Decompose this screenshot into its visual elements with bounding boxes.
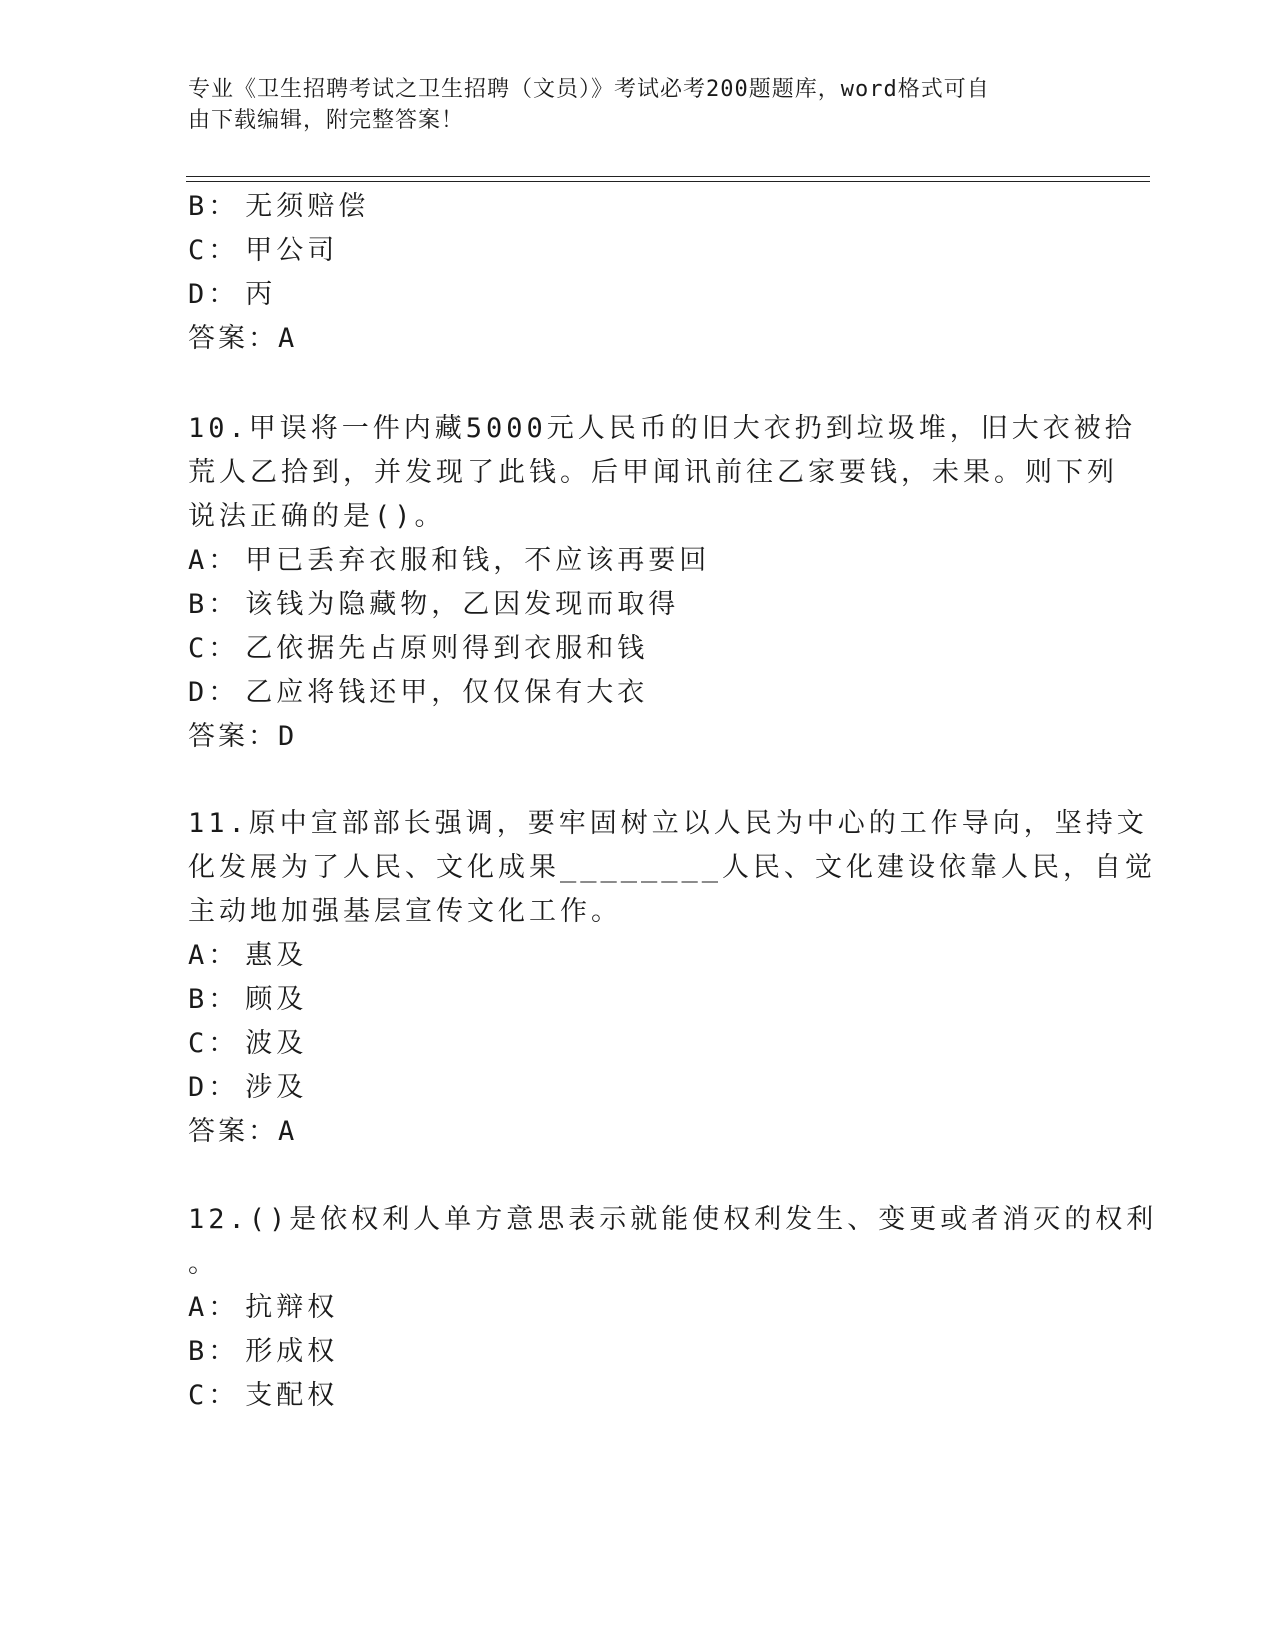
option-letter: A： — [188, 545, 240, 576]
option-text: 丙 — [245, 279, 277, 310]
question-12-stem-line-2: 。 — [188, 1248, 219, 1279]
option-letter: B： — [188, 589, 240, 620]
header-line-2: 由下载编辑，附完整答案！ — [188, 108, 465, 133]
option-c — [188, 633, 648, 665]
option-b — [188, 984, 307, 1016]
option-text: 乙应将钱还甲，仅仅保有大衣 — [245, 677, 649, 708]
option-letter: C： — [188, 1380, 240, 1411]
option-text: 甲已丢弃衣服和钱，不应该再要回 — [245, 545, 711, 576]
option-letter: A： — [188, 1292, 240, 1323]
option-letter: B： — [188, 984, 240, 1015]
option-text: 波及 — [245, 1028, 308, 1059]
option-c — [188, 1380, 338, 1412]
question-11-stem-line-3: 主动地加强基层宣传文化工作。 — [188, 896, 622, 927]
option-text: 甲公司 — [245, 235, 339, 266]
header-divider-top — [186, 176, 1150, 177]
header-divider-bottom — [186, 181, 1150, 182]
option-d — [188, 279, 276, 311]
option-letter: B： — [188, 191, 240, 222]
document-header — [188, 74, 1088, 136]
option-a — [188, 545, 710, 577]
option-c — [188, 1028, 307, 1060]
question-10-stem-line-3: 说法正确的是()。 — [188, 501, 446, 532]
option-b — [188, 191, 369, 223]
question-10-stem-line-1: 10.甲误将一件内藏5000元人民币的旧大衣扔到垃圾堆，旧大衣被拾 — [188, 413, 1136, 444]
option-letter: D： — [188, 677, 240, 708]
option-text: 乙依据先占原则得到衣服和钱 — [245, 633, 649, 664]
option-text: 该钱为隐藏物，乙因发现而取得 — [245, 589, 680, 620]
option-letter: D： — [188, 1072, 240, 1103]
option-letter: C： — [188, 633, 240, 664]
option-letter: C： — [188, 1028, 240, 1059]
option-c — [188, 235, 338, 267]
option-text: 顾及 — [245, 984, 308, 1015]
option-a — [188, 1292, 338, 1324]
answer-line: 答案：A — [188, 323, 298, 354]
option-text: 惠及 — [245, 940, 308, 971]
option-text: 支配权 — [245, 1380, 339, 1411]
header-line-1: 专业《卫生招聘考试之卫生招聘（文员）》考试必考200题题库，word格式可自 — [188, 77, 990, 102]
option-text: 无须赔偿 — [245, 191, 370, 222]
option-letter: B： — [188, 1336, 240, 1367]
answer-line: 答案：D — [188, 721, 298, 752]
option-d — [188, 677, 648, 709]
option-b — [188, 589, 679, 621]
option-letter: D： — [188, 279, 240, 310]
question-11-stem-line-2: 化发展为了人民、文化成果________人民、文化建设依靠人民，自觉 — [188, 852, 1157, 883]
question-11-stem-line-1: 11.原中宣部部长强调，要牢固树立以人民为中心的工作导向，坚持文 — [188, 808, 1148, 839]
question-10-stem-line-2: 荒人乙拾到，并发现了此钱。后甲闻讯前往乙家要钱，未果。则下列 — [188, 457, 1118, 488]
option-letter: A： — [188, 940, 240, 971]
option-b — [188, 1336, 338, 1368]
answer-line: 答案：A — [188, 1116, 298, 1147]
question-12-stem-line-1: 12.()是依权利人单方意思表示就能使权利发生、变更或者消灭的权利 — [188, 1204, 1158, 1235]
option-text: 形成权 — [245, 1336, 339, 1367]
option-d — [188, 1072, 307, 1104]
option-a — [188, 940, 307, 972]
option-text: 涉及 — [245, 1072, 308, 1103]
option-letter: C： — [188, 235, 240, 266]
option-text: 抗辩权 — [245, 1292, 339, 1323]
